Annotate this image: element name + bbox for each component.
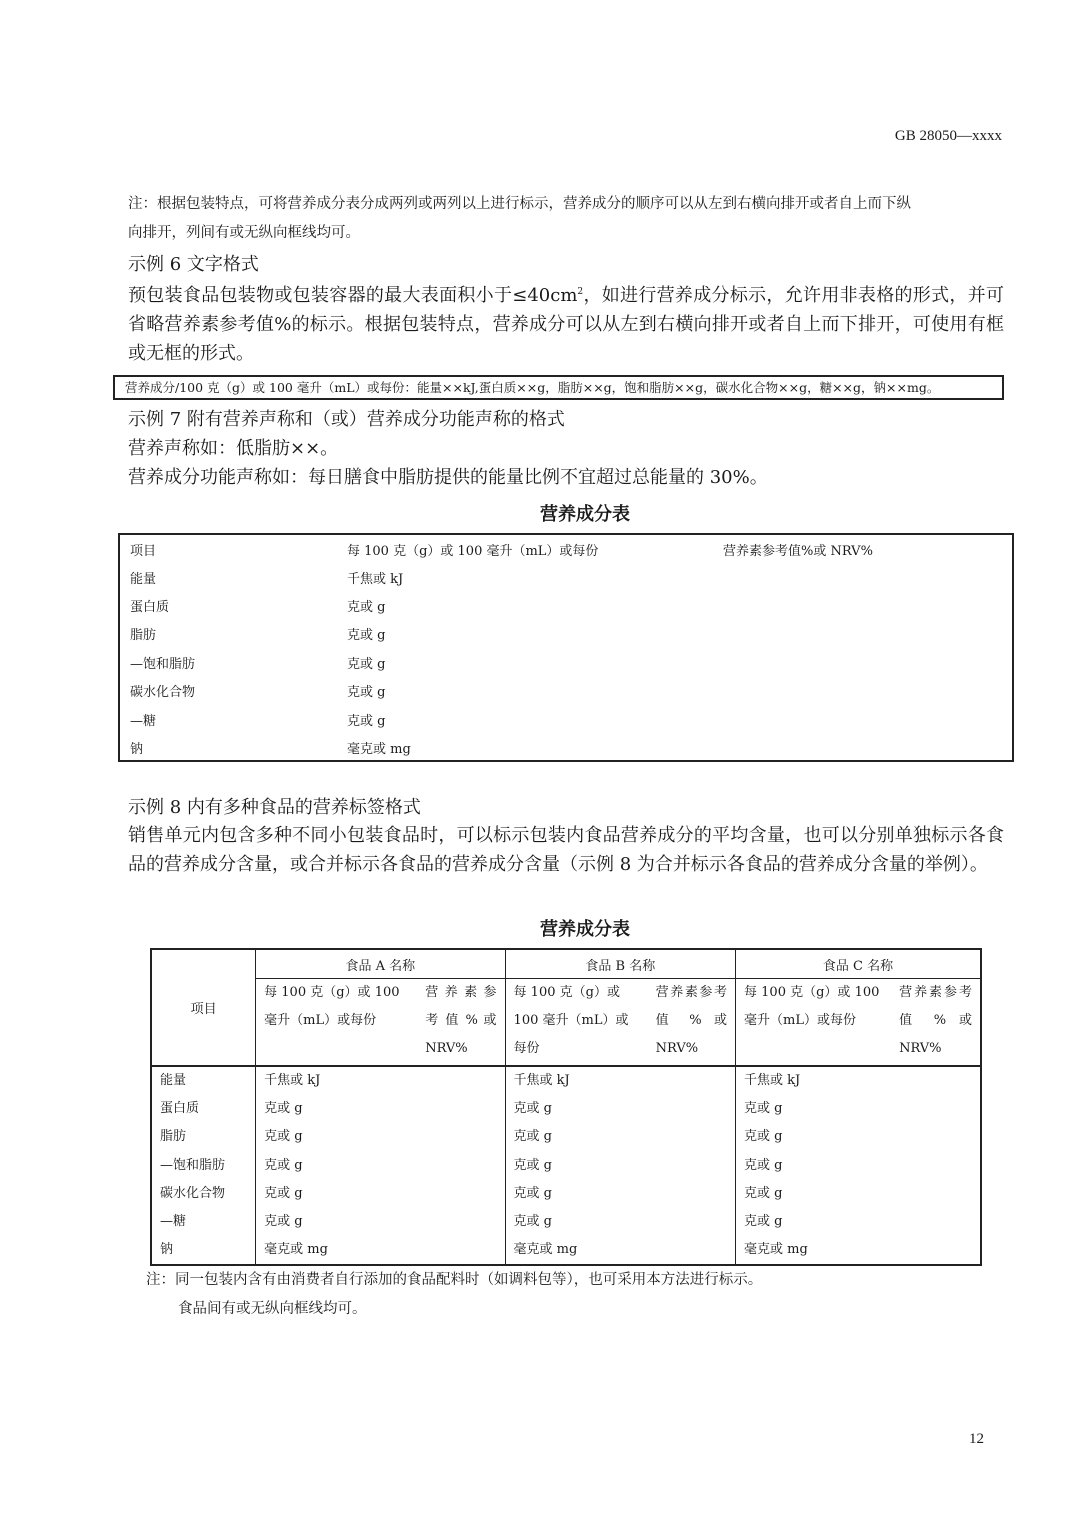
unit-cell: 克或 g: [264, 1185, 303, 1201]
header-item: 项目: [151, 949, 256, 1066]
header-item: 项目: [130, 544, 157, 559]
row-unit: 克或 g: [347, 714, 386, 729]
unit-cell: 千焦或 kJ: [513, 1073, 570, 1088]
note-bottom-line1: 注：同一包装内含有由消费者自行添加的食品配料时（如调料包等），也可采用本方法进行标示。: [146, 1272, 763, 1288]
table-row: [120, 624, 1012, 652]
food-a-per100: 每 100 克（g）或 100 毫升（mL）或每份: [256, 979, 418, 1067]
food-b-header: 食品 B 名称: [505, 949, 735, 979]
row-label: —糖: [160, 1214, 187, 1230]
unit-cell: 克或 g: [513, 1129, 553, 1145]
example7-function-claim: 营养成分功能声称如：每日膳食中脂肪提供的能量比例不宜超过总能量的 30%。: [128, 467, 768, 488]
table-row: [120, 653, 1012, 681]
row-label: 蛋白质: [160, 1101, 200, 1117]
table-row: [120, 568, 1012, 596]
unit-cell: 毫克或 mg: [744, 1242, 808, 1258]
example6-body-pre: 预包装食品包装物或包装容器的最大表面积小于≤40cm: [128, 285, 578, 306]
row-label: —饱和脂肪: [160, 1157, 226, 1173]
example6-boxed-label: 营养成分/100 克（g）或 100 毫升（mL）或每份：能量××kJ,蛋白质××g，脂肪××g，饱和脂肪××g，碳水化合物××g，糖××g，钠××mg。: [113, 375, 1004, 400]
note-top-line1: 注：根据包装特点，可将营养成分表分成两列或两列以上进行标示，营养成分的顺序可以从左到右横向排开或者自上而下纵: [128, 196, 911, 212]
table2-title: 营养成分表: [540, 919, 630, 940]
table-row: [120, 681, 1012, 709]
unit-cell: 克或 g: [744, 1129, 783, 1145]
note-top-line2: 向排开，列间有或无纵向框线均可。: [128, 225, 360, 241]
unit-cell: 克或 g: [264, 1214, 303, 1230]
unit-cell: 克或 g: [513, 1101, 553, 1117]
body-row: [151, 1066, 981, 1265]
row-label: —饱和脂肪: [130, 657, 196, 672]
unit-cell: 克或 g: [513, 1214, 553, 1230]
table-row: [120, 596, 1012, 624]
unit-cell: 毫克或 mg: [264, 1242, 328, 1258]
food-b-per100: 每 100 克（g）或 100 毫升（mL）或每份: [505, 979, 648, 1067]
row-label: 能量: [160, 1073, 187, 1088]
food-b-nrv: 营养素参考 值 % 或 NRV%: [648, 979, 736, 1067]
table1-title: 营养成分表: [540, 504, 630, 525]
unit-cell: 克或 g: [744, 1157, 783, 1173]
note-bottom-line2: 食品间有或无纵向框线均可。: [178, 1301, 367, 1317]
row-unit: 千焦或 kJ: [347, 572, 404, 587]
food-b-values: [505, 1066, 735, 1265]
unit-cell: 克或 g: [744, 1185, 783, 1201]
standard-code: GB 28050—xxxx: [894, 128, 1002, 144]
row-label: 钠: [160, 1242, 174, 1258]
food-a-nrv: 营 养 素 参 考 值 % 或 NRV%: [417, 979, 505, 1067]
nutrition-table-1: [118, 533, 1014, 762]
row-label: 碳水化合物: [130, 685, 196, 700]
page-number: 12: [969, 1431, 984, 1447]
table-row: [120, 738, 1012, 766]
row-label: —糖: [130, 714, 157, 729]
superscript: 2: [577, 287, 584, 297]
food-a-values: [256, 1066, 505, 1265]
note-top: [128, 190, 1004, 248]
row-unit: 克或 g: [347, 628, 386, 643]
example7-nutrition-claim: 营养声称如：低脂肪××。: [128, 438, 339, 459]
row-unit: 克或 g: [347, 657, 386, 672]
food-a-header: 食品 A 名称: [256, 949, 505, 979]
nutrition-table-multi-food: [150, 948, 982, 1266]
example6-body-post: ，如进行营养成分标示，允许用非表格的形式，并可省略营养素参考值%的标示。根据包装特点，营养成分可以从左到右横向排开或者自上而下排开，可使用有框或无框的形式。: [128, 285, 1004, 364]
row-label: 能量: [130, 572, 157, 587]
unit-cell: 克或 g: [513, 1185, 553, 1201]
table-header-row: [120, 540, 1012, 568]
food-header-row: [151, 949, 981, 979]
row-label: 蛋白质: [130, 600, 170, 615]
row-label: 碳水化合物: [160, 1185, 226, 1201]
row-label: 脂肪: [130, 628, 157, 643]
row-unit: 克或 g: [347, 600, 386, 615]
unit-cell: 克或 g: [513, 1157, 553, 1173]
unit-cell: 克或 g: [264, 1129, 303, 1145]
food-c-values: [736, 1066, 981, 1265]
example6-title: 示例 6 文字格式: [128, 254, 259, 275]
example7-title: 示例 7 附有营养声称和（或）营养成分功能声称的格式: [128, 409, 565, 430]
unit-cell: 克或 g: [264, 1157, 303, 1173]
food-c-per100: 每 100 克（g）或 100 毫升（mL）或每份: [736, 979, 892, 1067]
example6-body: [128, 278, 1004, 368]
header-per100: 每 100 克（g）或 100 毫升（mL）或每份: [347, 544, 599, 559]
row-labels-column: [151, 1066, 256, 1265]
unit-cell: 毫克或 mg: [513, 1242, 578, 1258]
unit-cell: 克或 g: [744, 1214, 783, 1230]
header-nrv: 营养素参考值%或 NRV%: [723, 544, 873, 559]
food-c-nrv: 营养素参考 值 % 或 NRV%: [891, 979, 981, 1067]
unit-cell: 千焦或 kJ: [744, 1073, 801, 1088]
table-row: [120, 710, 1012, 738]
example8-title: 示例 8 内有多种食品的营养标签格式: [128, 797, 421, 818]
row-label: 钠: [130, 742, 144, 757]
row-label: 脂肪: [160, 1129, 187, 1145]
unit-cell: 克或 g: [744, 1101, 783, 1117]
sub-header-row: [151, 979, 981, 1067]
unit-cell: 千焦或 kJ: [264, 1073, 321, 1088]
example8-body: 销售单元内包含多种不同小包装食品时，可以标示包装内食品营养成分的平均含量，也可以分别单独标示各食品的营养成分含量，或合并标示各食品的营养成分含量（示例 8 为合并标示各食品的营养成分含量的举例）。: [128, 825, 1004, 875]
food-c-header: 食品 C 名称: [736, 949, 981, 979]
row-unit: 毫克或 mg: [347, 742, 411, 757]
row-unit: 克或 g: [347, 685, 386, 700]
unit-cell: 克或 g: [264, 1101, 303, 1117]
note-bottom: [146, 1266, 762, 1324]
